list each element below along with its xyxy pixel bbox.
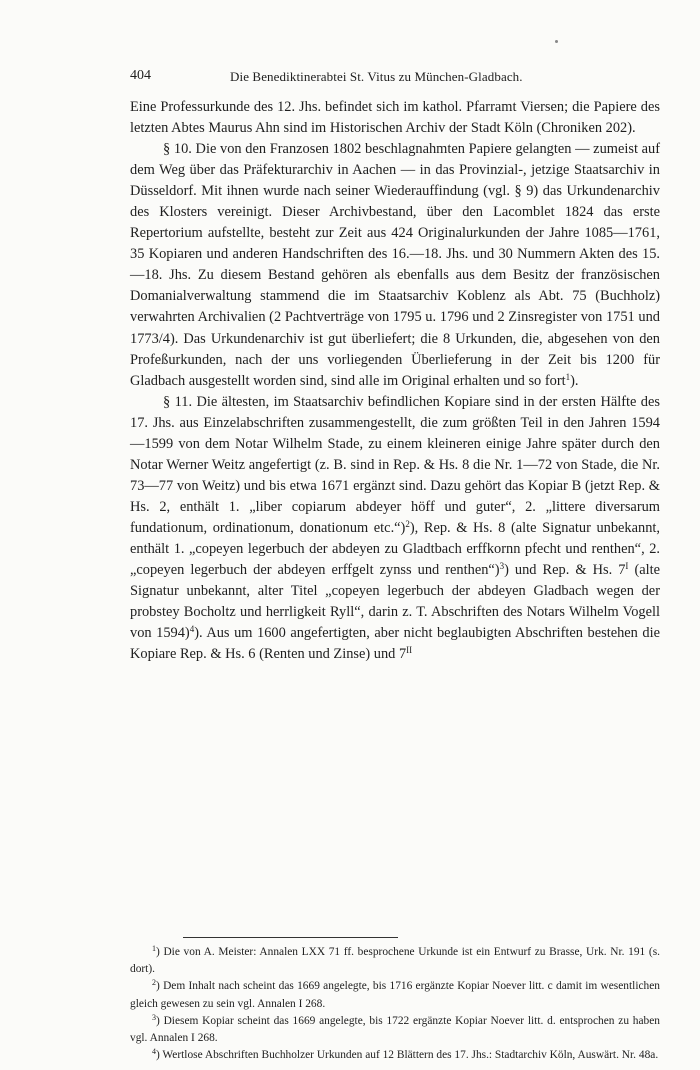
footnote-4-text: ) Wertlose Abschriften Buchholzer Urkunden auf 12 Blättern des 17. Jhs.: Stadtarchiv Köln, Auswärt. Nr. 48a.	[156, 1049, 659, 1062]
footnote-2	[130, 978, 660, 1012]
section-11-text-a: § 11. Die ältesten, im Staatsarchiv befindlichen Kopiare sind in der ersten Hälfte des 17. Jhs. aus Einzelabschriften zusammengestellt, die zum größten Teil in den Jahren 1594—1599 von dem Notar Wilhelm Stade, zu einem kleineren einige Jahre später durch den Notar Werner Weitz angefertigt (z. B. sind in Rep. & Hs. 8 die Nr. 1—72 von Stade, die Nr. 73—77 von Weitz) und bis etwa 1671 ergänzt sind. Dazu gehört das Kopiar B (jetzt Rep. & Hs. 2, enthält 1. „liber copiarum abdeyer höff und guter“, 2. „littere diversarum fundationum, ordinationum, donationum etc.“)	[130, 393, 660, 536]
footnote-1	[130, 944, 660, 978]
footnote-1-mark: 1	[152, 944, 156, 953]
running-title: Die Benediktinerabtei St. Vitus zu München-Gladbach.	[230, 69, 523, 84]
footnote-1-text: ) Die von A. Meister: Annalen LXX 71 ff. besprochene Urkunde ist ein Entwurf zu Brasse, Urk. Nr. 191 (s. dort).	[130, 946, 660, 976]
superscript-I: I	[625, 561, 629, 572]
section-11-text-e: ). Aus um 1600 angefertigten, aber nicht beglaubigten Abschriften bestehen die Kopiare Rep. & Hs. 6 (Renten und Zinse) und 7	[130, 625, 660, 663]
section-11-text-b: ), Rep. & Hs. 8 (alte Signatur unbekannt, enthält 1. „copeyen legerbuch der abdeyen zu Gladtbach erffkornn pfecht und renthen“, 2. „copeyen legerbuch der abdeyen erffgelt zynss und renthen“)	[130, 519, 661, 579]
page-number: 404	[130, 68, 151, 83]
paragraph-professurkunde: Eine Professurkunde des 12. Jhs. befindet sich im kathol. Pfarramt Viersen; die Papiere des letzten Abtes Maurus Ahn sind im Historischen Archiv der Stadt Köln (Chroniken 202).	[130, 99, 660, 137]
paragraph-section-11	[130, 392, 660, 666]
footnotes	[130, 944, 660, 1064]
footnote-ref-2: 2	[405, 518, 410, 529]
footnote-ref-1: 1	[565, 371, 571, 382]
footnote-ref-3: 3	[499, 561, 505, 572]
superscript-II: II	[406, 645, 413, 656]
footnote-3-text: ) Diesem Kopiar scheint das 1669 angelegte, bis 1722 ergänzte Kopiar Noever litt. d. entsprochen zu haben vgl. Annalen I 268.	[130, 1014, 660, 1045]
section-11-text-c: ) und Rep. & Hs. 7	[504, 562, 626, 579]
section-11-text-d: (alte Signatur unbekannt, alter Titel „copeyen legerbuch der abdeyen Gladbach wegen der probstey Bocholtz und herrligkeit Ryll“, darin z. T. Abschriften des Notars Wilhelm Vogell von 1594)	[130, 562, 661, 642]
running-header	[130, 68, 660, 88]
scan-speck	[555, 40, 558, 43]
section-10-end: ).	[570, 372, 579, 389]
section-10-text: § 10. Die von den Franzosen 1802 beschlagnahmten Papiere gelangten — zumeist auf dem Weg über das Präfekturarchiv in Aachen — in das Provinzial-, jetzige Staatsarchiv in Düsseldorf. Mit ihnen wurde nach seiner Wiederauffindung (vgl. § 9) das Urkundenarchiv des Klosters vereinigt. Dieser Archivbestand, über den Lacomblet 1824 das erste Repertorium aufstellte, besteht zur Zeit aus 424 Originalurkunden der Jahre 1085—1761, 35 Kopiaren und anderen Handschriften des 16.—18. Jhs. und 30 Nummern Akten des 15.—18. Jhs. Zu diesem Bestand gehören als ebenfalls aus dem Besitz der französischen Domanialverwaltung stammend die im Staatsarchiv Koblenz als Abt. 75 (Buchholz) verwahrten Archivalien (2 Pachtverträge von 1795 u. 1796 und 2 Zinsregister von 1751 und 1773/4). Das Urkundenarchiv ist gut überliefert; die 8 Urkunden, die, abgesehen von den Profeßurkunden, nach der uns vorliegenden Überlieferung in der Zeit bis 1200 für Gladbach ausgestellt worden sind, sind alle im Original erhalten und so fort	[130, 141, 660, 389]
main-text	[130, 97, 660, 665]
footnote-rule	[183, 937, 398, 938]
footnote-ref-4: 4	[189, 624, 195, 635]
footnote-4-mark: 4	[152, 1047, 156, 1057]
footnote-2-mark: 2	[152, 978, 156, 988]
footnote-3	[130, 1013, 660, 1047]
footnote-2-text: ) Dem Inhalt nach scheint das 1669 angelegte, bis 1716 ergänzte Kopiar Noever litt. c damit im wesentlichen gleich gewesen zu sein vgl. Annalen I 268.	[130, 980, 660, 1010]
footnote-4	[130, 1047, 660, 1064]
paragraph-section-10	[130, 139, 660, 392]
footnote-3-mark: 3	[152, 1012, 156, 1022]
